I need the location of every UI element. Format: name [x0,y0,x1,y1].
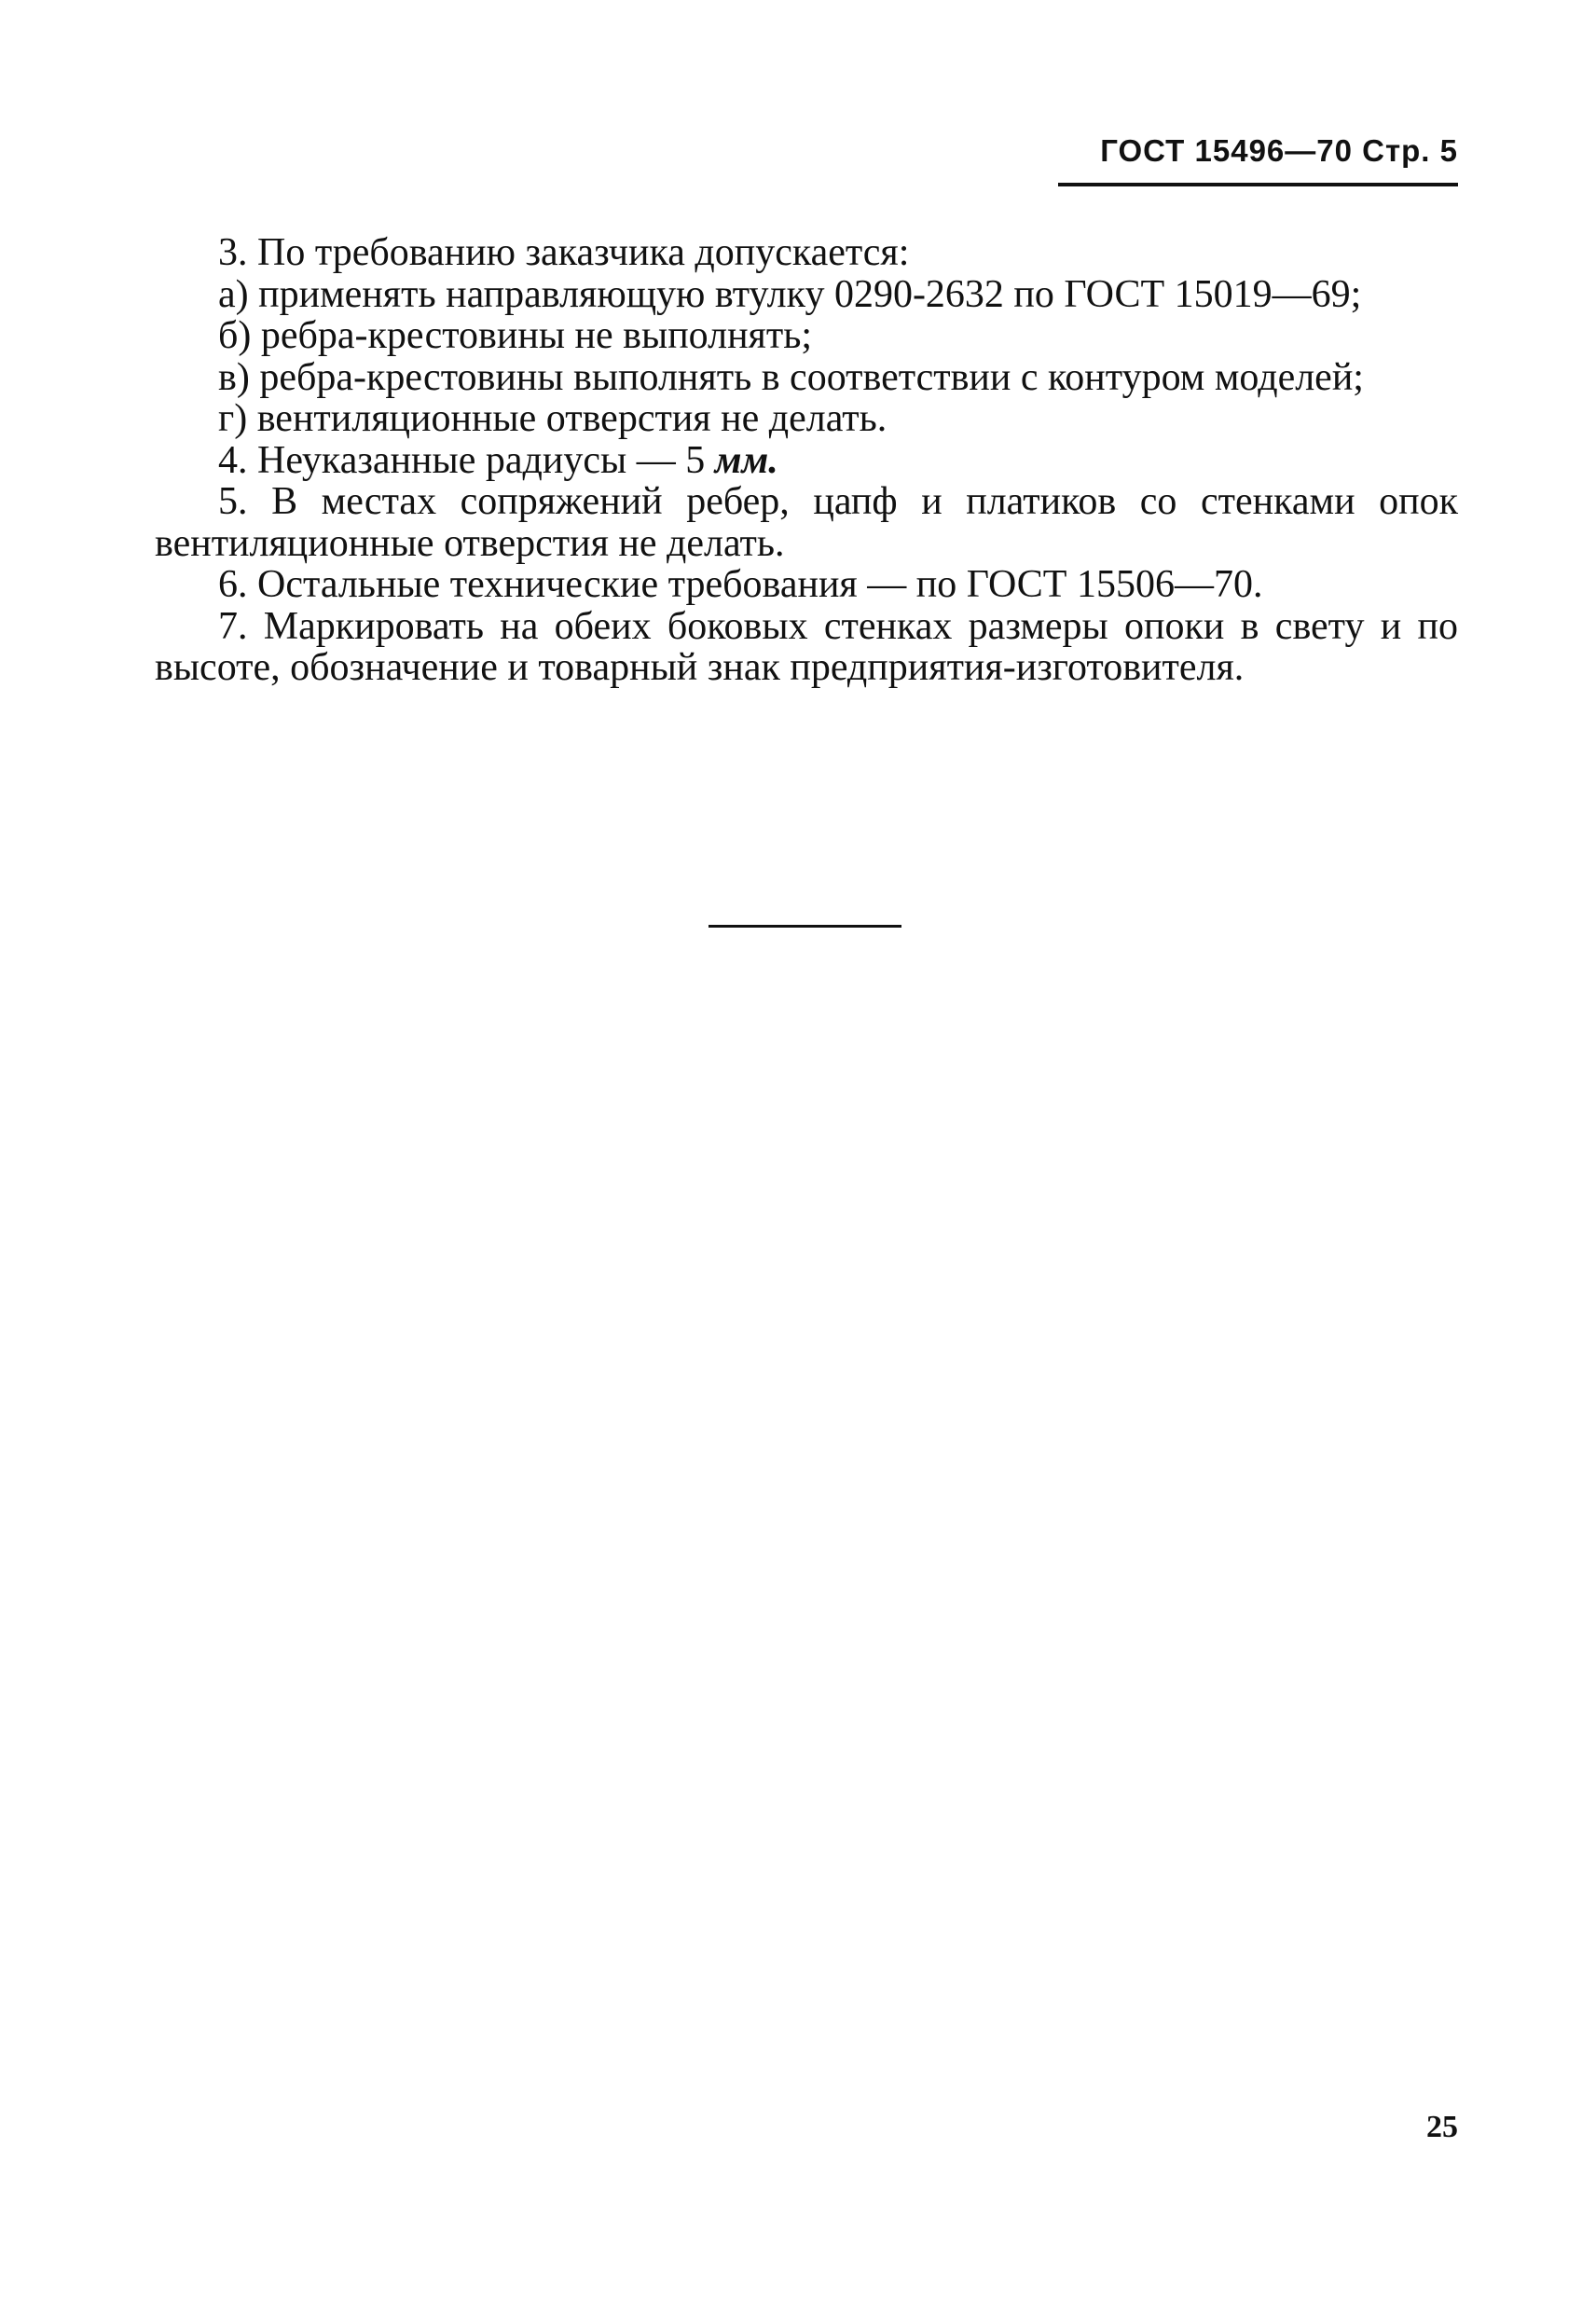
paragraph-7: 7. Маркировать на обеих боковых стенках размеры опоки в свету и по высоте, обозначение и товарный знак предприятия-изготовителя. [155,604,1458,689]
paragraph-5: 5. В местах сопряжений ребер, цапф и платиков со стенками опок вентиляционные отверстия не делать. [155,480,1458,565]
paragraph-3v: в) ребра-крестовины выполнять в соответствии с контуром моделей; [218,355,1364,399]
paragraph-3g: г) вентиляционные отверстия не делать. [218,397,887,440]
paragraph-6: 6. Остальные технические требования — по ГОСТ 15506—70. [218,563,1263,606]
paragraph-3: 3. По требованию заказчика допускается: [218,231,910,274]
paragraph-4 [155,440,1458,482]
header-rule [1058,183,1458,186]
end-separator-rule [709,925,901,928]
paragraph-4-text: 4. Неуказанные радиусы — 5 [218,438,706,482]
paragraph-3b: б) ребра-крестовины не выполнять; [218,314,813,357]
unit-mm: мм. [714,438,778,482]
page-number: 25 [1426,2110,1458,2144]
page-header: ГОСТ 15496—70 Стр. 5 [1100,133,1458,168]
paragraph-3a: а) применять направляющую втулку 0290-2632 по ГОСТ 15019—69; [218,272,1362,316]
document-body [155,232,1458,689]
